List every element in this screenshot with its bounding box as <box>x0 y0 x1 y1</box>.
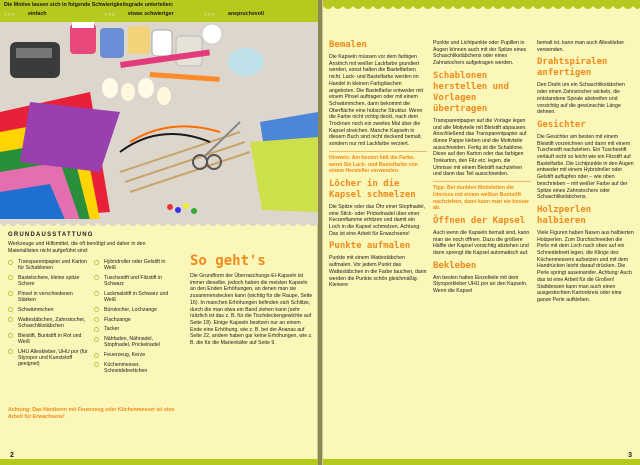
material-item-label: Tacker <box>104 326 120 333</box>
bullet-circle-icon <box>94 327 99 332</box>
bemalen-hint: Hinweis: Am besten hält die Farbe, wenn Sie Lack- und Bastelfarbe von einem Hersteller verwenden. <box>329 154 418 175</box>
bullet-circle-icon <box>8 333 13 338</box>
draht-text: Den Draht um ein Schaschlikstäbchen oder einen Zahnstocher wickeln, die entstandene Spirale abstreifen und vorsichtig auf die gewünschte Länge dehnen. <box>537 82 625 116</box>
materials-intro: Werkzeuge und Hilfsmittel, die oft benötigt und daher in den Materiallisten nicht aufgeführt sind: <box>8 241 146 254</box>
material-item-label: Bürolocher, Lochzange <box>104 306 158 313</box>
gesichter-heading: Gesichter <box>537 119 586 130</box>
material-item-label: Feuerzeug, Kerze <box>104 352 146 358</box>
difficulty-intro: Die Motive lassen sich in folgende Schwierigkeitsgrade unterteilen: <box>4 2 174 8</box>
material-item <box>8 291 92 304</box>
material-item <box>94 307 172 313</box>
material-item <box>94 326 172 332</box>
material-item-label: Pinsel in verschiedenen Stärken <box>18 290 73 304</box>
loecher-heading: Löcher in die Kapsel schmelzen <box>329 178 416 200</box>
page-number-left: 2 <box>10 452 14 459</box>
material-item <box>8 317 92 330</box>
material-item-label: Schwämmchen <box>18 306 54 313</box>
craft-supplies-photo <box>0 22 318 220</box>
material-item <box>8 275 92 288</box>
material-item-label: Flachzange <box>104 316 131 323</box>
scallop-border <box>0 219 318 229</box>
draht-heading: Drahtspiralen anfertigen <box>537 57 608 79</box>
material-item <box>94 317 172 323</box>
bullet-circle-icon <box>94 337 99 342</box>
difficulty-easy-icon: ○○○ <box>4 12 16 18</box>
bemalen-heading: Bemalen <box>329 40 367 50</box>
material-item <box>8 333 92 346</box>
right-column-2 <box>433 40 531 296</box>
material-item-label: Nähfaden, Nähnadel, Stopfnadel, Prickelnadel <box>104 336 160 349</box>
left-page <box>0 0 318 465</box>
bekleben-heading: Bekleben <box>433 260 477 271</box>
difficulty-hard-icon: ○○○ <box>204 12 216 18</box>
material-item-label: Bleistift, Buntstift in Rot und Weiß <box>18 332 82 345</box>
material-item-label: Lackmalstift in Schwarz und Weiß <box>104 290 169 304</box>
bullet-circle-icon <box>94 307 99 312</box>
bullet-circle-icon <box>94 353 99 358</box>
bekleben-text: Am besten halten Einzelteile mit dem Styroporkleber UHU por an den Kapseln. Wenn die Kapsel <box>433 274 528 295</box>
material-item-label: UHU Alleskleber, UHU por (für Styropor und Kunststoff geeignet) <box>18 348 88 368</box>
howto-heading: So geht's <box>190 253 266 269</box>
bemalen-text: Die Kapseln müssen vor dem farbigen Anstrich mit weißer Lackfarbe grundiert werden, sonst halten die Bastelfarben nicht. Lack- und Bastelfarbe werden im Handel in kleinen Farbgläschen angeboten. Die Bastelfarbe entweder mit einem Pinsel auftragen oder mit einem Schwämmchen, dann bekommt die Oberfläche eine hübsche Struktur. Wenn die Farbe nicht richtig deckt, nach dem Trocknen noch ein zweites Mal über die Kapsel streichen. Manche Kapseln in diesem Buch sind nicht deckend bemalt, sondern nur mit Lackfarbe verziert. <box>329 54 424 148</box>
right-column-3 <box>537 40 635 305</box>
material-item <box>8 259 92 272</box>
scallop-top <box>323 0 640 12</box>
material-item <box>94 362 172 375</box>
divider <box>433 181 531 182</box>
schablonen-tip: Tipp: Bei dunklen Motivteilen die Umrisse mit einem weißen Buntstift nachziehen, dann kann man sie besser ab. <box>433 185 530 212</box>
holz-heading: Holzperlen halbieren <box>537 204 592 226</box>
materials-list-col2 <box>94 259 172 378</box>
material-item <box>94 291 172 304</box>
bullet-circle-icon <box>8 291 13 296</box>
bullet-circle-icon <box>8 317 13 322</box>
schablonen-heading: Schablonen herstellen und Vorlagen übertragen <box>433 70 509 114</box>
material-item <box>94 336 172 349</box>
bullet-circle-icon <box>94 275 99 280</box>
right-column-1 <box>329 36 427 290</box>
bullet-circle-icon <box>94 317 99 322</box>
howto-text: Die Grundform der Überraschungs-Ei-Kapseln ist immer dieselbe, jedoch haben die meisten Kapseln an den Enden Erhöhungen, an denen man sie zusammenstecken kann (wichtig für die Raupe, Seite 16). In manchen Erhöhungen befinden sich Schlitze, durch die man etwa ein Band ziehen kann (sehr nützlich ist das z. B. für die Tischdeckengewichte auf Seite 18). Einige Kapseln besitzen nur an einem Ende eine Erhöhung, wie z. B. bei der Ananas auf Seite 22, andere haben gar keine Erhöhungen, wie z. B. die für die Marienkäfer auf Seite 9. <box>190 273 313 347</box>
material-item <box>94 259 172 272</box>
bekleben-cont-text: bemalt ist, kann man auch Alleskleber verwenden. <box>537 40 625 53</box>
difficulty-easy-label: einfach <box>28 11 47 17</box>
material-item-label: Küchenmesser, Schneidebrettchen <box>104 361 148 374</box>
oeffnen-text: Auch wenn die Kapseln bemalt sind, kann man sie noch öffnen. Dazu die größere Hälfte der Kapsel vorsichtig abziehen und dann sprengt die Kapsel automatisch auf. <box>433 229 530 257</box>
oeffnen-heading: Öffnen der Kapsel <box>433 215 526 226</box>
bullet-circle-icon <box>8 307 13 312</box>
materials-heading: GRUNDAUSSTATTUNG <box>8 232 94 238</box>
loecher-text: Die Spitze oder das Öhr einer Stopfnadel, eine Stick- oder Prickelnadel über einer Kerzenflamme erhitzen und damit ein Loch in die Kapsel schmelzen. Achtung: Das ist eine Arbeit für Erwachsene! <box>329 203 426 237</box>
material-item-label: Transparentpapier und Karton für Schablonen <box>18 259 88 272</box>
bullet-circle-icon <box>94 291 99 296</box>
difficulty-bar <box>0 0 318 22</box>
material-item-label: Bastelschere, kleine spitze Schere <box>18 274 80 288</box>
punkte-text: Punkte mit einem Wattestäbchen aufmalen. Vor jedem Punkt das Wattestäbchen in die Farbe tauchen, dann werden die Punkte schön gleichmäßig. Kleinere <box>329 255 427 289</box>
page-number-right: 3 <box>628 452 632 459</box>
material-item <box>8 349 92 368</box>
bullet-circle-icon <box>94 362 99 367</box>
materials-warning <box>8 407 176 420</box>
difficulty-medium-label: etwas schwieriger <box>128 11 174 17</box>
right-page <box>322 0 640 465</box>
material-item-label: Wattestäbchen, Zahnstocher, Schaschlikstäbchen <box>18 316 86 329</box>
bullet-circle-icon <box>8 260 13 265</box>
material-item <box>8 307 92 313</box>
material-item <box>94 275 172 288</box>
materials-list-col1 <box>8 259 92 371</box>
gesichter-text: Die Gesichter am besten mit einem Bleistift vorzeichnen und dann mit einem Tuschestift nachziehen. Ein Tuschestift verläuft nicht so leicht wie ein Filzstift auf Bastelfarbe. Die Lichtpunkte in den Augen entweder mit einem Hybridroller oder Gelstift auftupfen oder – wie oben beschrieben – mit weißer Farbe auf der Spitze eines Zahnstochers oder Schaschlikstäbchens. <box>537 133 634 201</box>
bullet-circle-icon <box>8 275 13 280</box>
bottom-bar-right <box>323 459 640 465</box>
punkte-cont-text: Punkte und Lichtpunkte oder Pupillen in Augen können auch mit der Spitze eines Schaschlikstäbchens oder eines Zahnstochers aufgetragen werden. <box>433 40 527 67</box>
difficulty-medium-icon: ○○○ <box>104 12 116 18</box>
punkte-heading: Punkte aufmalen <box>329 241 411 252</box>
warning-text: Das Hantieren mit Feuerzeug oder Küchenmesser ist eine Arbeit für Erwachsene! <box>8 407 175 420</box>
holz-text: Viele Figuren haben Nasen aus halbierten Holzperlen. Zum Durchschneiden die Perle mit dem Loch nach oben auf ein Schneidebrett legen, die Klinge des Küchenmessers aufsetzen und mit dem Handrücken leicht darauf drücken. Die Perle springt auseinander. Achtung: Auch das ist eine Arbeit für die Großen! Stattdessen kann man auch einen ausgestochten Kartonkreis oder eine ganze Perle aufkleben. <box>537 229 634 303</box>
divider <box>329 151 427 152</box>
warning-label: Achtung: <box>8 407 31 413</box>
material-item-label: Hybridroller oder Gelstift in Weiß <box>104 259 166 272</box>
schablonen-text: Transparentpapier auf die Vorlage legen und alle Motivteile mit Bleistift abpausen. Anschließend das Transparentpapier auf dünne Pappe kleben und die Motivteile ausschneiden. Fertig ist die Schablone. Diese auf den Karton oder das farbigen Tonkarton, den Filz etc. legen, die Umrisse mit einem Bleistift nachziehen und dann das Teil ausschneiden. <box>433 117 527 178</box>
bullet-circle-icon <box>8 349 13 354</box>
bottom-bar-left <box>0 459 318 465</box>
bullet-circle-icon <box>94 260 99 265</box>
difficulty-hard-label: anspruchsvoll <box>228 11 264 17</box>
material-item-label: Tuschestift und Filzstift in Schwarz <box>104 274 163 288</box>
material-item <box>94 352 172 358</box>
